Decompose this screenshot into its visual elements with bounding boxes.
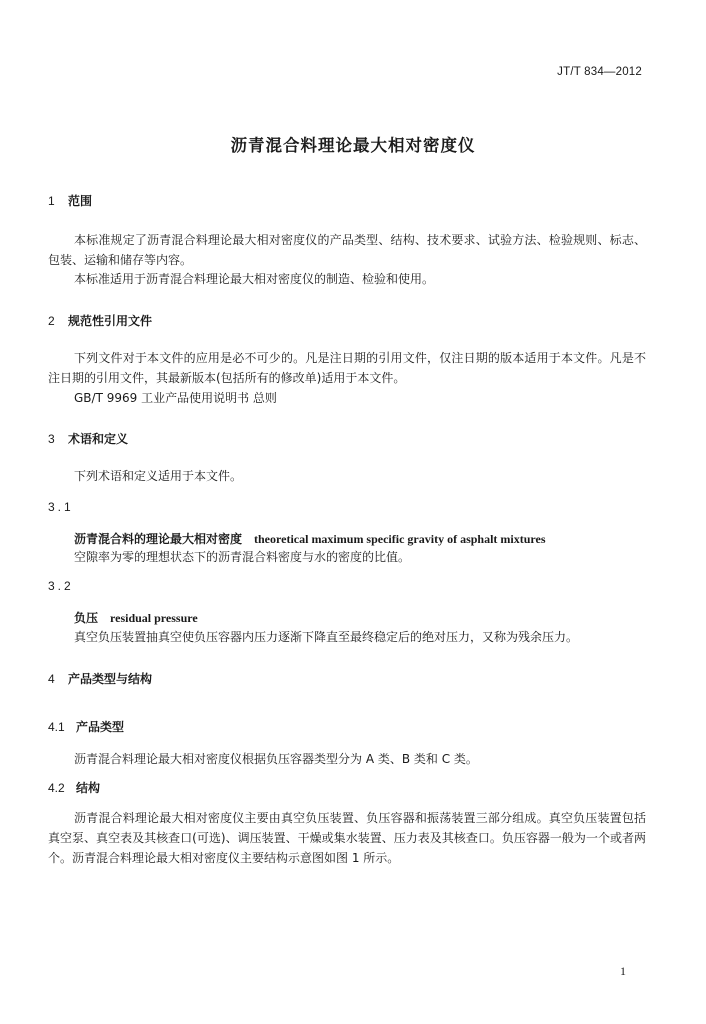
section-1-heading xyxy=(48,192,92,209)
term-definition: 空隙率为零的理想状态下的沥青混合料密度与水的密度的比值。 xyxy=(74,550,411,564)
term-number: 3.2 xyxy=(48,579,74,593)
section-title: 产品类型与结构 xyxy=(68,672,153,686)
section-number: 4.1 xyxy=(48,720,65,734)
section-number: 3 xyxy=(48,432,55,446)
term-chinese: 沥青混合料的理论最大相对密度 xyxy=(74,532,243,546)
paragraph: 沥青混合料理论最大相对密度仪根据负压容器类型分为 A 类、B 类和 C 类。 xyxy=(74,752,478,766)
section-title: 范围 xyxy=(68,194,93,208)
term-chinese: 负压 xyxy=(74,611,99,625)
paragraph: 沥青混合料理论最大相对密度仪主要由真空负压装置、负压容器和振荡装置三部分组成。真空负压装置包括真空泵、真空表及其核查口(可选)、调压装置、干燥或集水装置、压力表及其核查口。负压容器一般为一个或者两个。沥青混合料理论最大相对密度仪主要结构示意图如图 1 所示。 xyxy=(48,811,646,865)
section-number: 2 xyxy=(48,314,55,328)
section-title: 规范性引用文件 xyxy=(68,314,153,328)
normative-reference: GB/T 9969 工业产品使用说明书 总则 xyxy=(74,391,277,405)
document-title: 沥青混合料理论最大相对密度仪 xyxy=(230,136,476,155)
term-number: 3.1 xyxy=(48,500,74,514)
section-title: 术语和定义 xyxy=(68,432,129,446)
section-number: 4 xyxy=(48,672,55,686)
subsection-4-2-heading xyxy=(48,779,100,796)
paragraph: 本标准规定了沥青混合料理论最大相对密度仪的产品类型、结构、技术要求、试验方法、检验规则、标志、包装、运输和储存等内容。 xyxy=(48,233,646,267)
term-entry xyxy=(74,609,198,626)
subsection-4-1-heading xyxy=(48,718,124,735)
page-number: 1 xyxy=(620,964,626,978)
term-english: residual pressure xyxy=(110,611,198,625)
section-2-heading xyxy=(48,312,152,329)
section-3-heading xyxy=(48,430,128,447)
standard-code: JT/T 834—2012 xyxy=(557,66,642,78)
section-title: 结构 xyxy=(76,781,101,795)
section-number: 1 xyxy=(48,194,55,208)
term-definition: 真空负压装置抽真空使负压容器内压力逐渐下降直至最终稳定后的绝对压力，又称为残余压力。 xyxy=(74,630,579,644)
term-entry xyxy=(74,530,546,547)
paragraph: 本标准适用于沥青混合料理论最大相对密度仪的制造、检验和使用。 xyxy=(74,272,435,286)
paragraph: 下列术语和定义适用于本文件。 xyxy=(74,469,243,483)
term-english: theoretical maximum specific gravity of asphalt mixtures xyxy=(254,532,546,546)
section-number: 4.2 xyxy=(48,781,65,795)
section-title: 产品类型 xyxy=(76,720,125,734)
paragraph: 下列文件对于本文件的应用是必不可少的。凡是注日期的引用文件，仅注日期的版本适用于本文件。凡是不注日期的引用文件，其最新版本(包括所有的修改单)适用于本文件。 xyxy=(48,351,646,385)
section-4-heading xyxy=(48,670,152,687)
